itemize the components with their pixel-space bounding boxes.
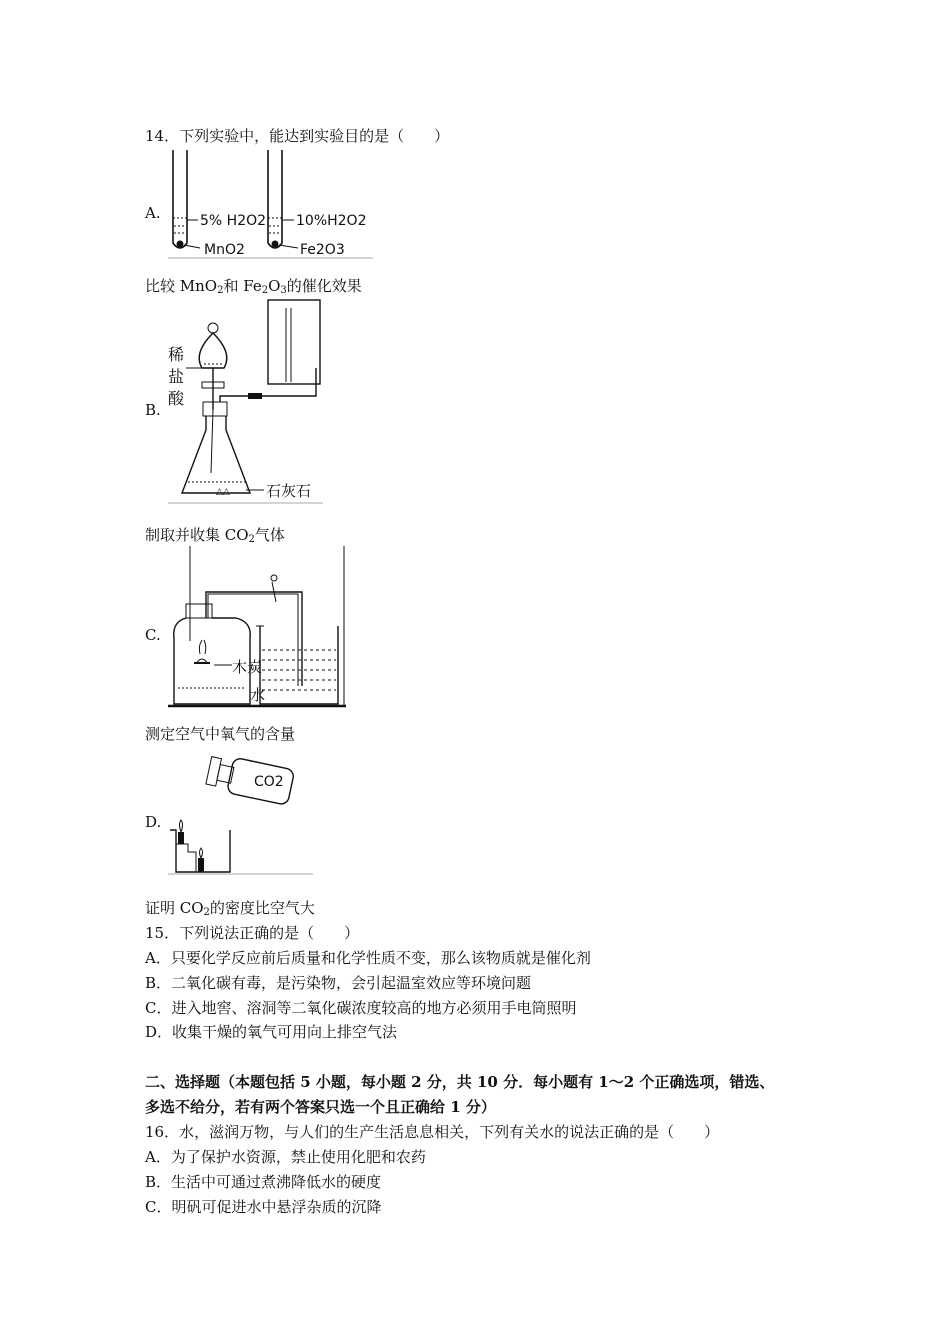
acid-label-1: 稀 — [168, 345, 185, 364]
q14-option-a-letter: A. — [145, 204, 161, 222]
q14-option-b-caption: 制取并收集 $CO_2$气体 — [145, 526, 285, 545]
limestone-label: 石灰石 — [266, 482, 312, 500]
q16-option-a: A．为了保护水资源，禁止使用化肥和农药 — [145, 1148, 426, 1166]
figure-b-co2-apparatus — [168, 298, 328, 506]
tube2-label: 10%H2O2 — [296, 213, 367, 229]
water-label: 水 — [250, 686, 266, 704]
svg-text:△△: △△ — [216, 487, 230, 497]
charcoal-label: 木炭 — [232, 658, 263, 676]
q14-option-a-caption: 比较 MnO$_2$和 $Fe_2O_3$的催化效果 — [145, 277, 362, 296]
figure-d-candle-beaker — [168, 754, 318, 878]
q15-option-a: A．只要化学反应前后质量和化学性质不变，那么该物质就是催化剂 — [145, 949, 591, 967]
q15-option-b: B．二氧化碳有毒，是污染物，会引起温室效应等环境问题 — [145, 974, 532, 992]
q14-option-d-letter: D. — [145, 813, 162, 831]
figure-a-test-tubes — [168, 148, 378, 260]
acid-label-3: 酸 — [168, 389, 185, 408]
q16-option-b: B．生活中可通过煮沸降低水的硬度 — [145, 1173, 382, 1191]
tube2-solid: Fe2O3 — [300, 242, 345, 258]
q14-option-c-letter: C. — [145, 626, 161, 644]
acid-label-2: 盐 — [168, 367, 185, 386]
q16-stem: 16．水，滋润万物，与人们的生产生活息息相关，下列有关水的说法正确的是（ ） — [145, 1123, 720, 1141]
q15-stem: 15．下列说法正确的是（ ） — [145, 924, 360, 942]
figure-c-oxygen-measurement — [168, 546, 348, 710]
q15-option-c: C．进入地窖、溶洞等二氧化碳浓度较高的地方必须用手电筒照明 — [145, 999, 577, 1017]
section2-heading-line1: 二、选择题（本题包括 5 小题，每小题 2 分，共 10 分．每小题有 1～2 个正确选项，错选、 — [145, 1073, 775, 1091]
q15-option-d: D．收集干燥的氧气可用向上排空气法 — [145, 1023, 398, 1041]
section2-heading-line2: 多选不给分，若有两个答案只选一个且正确给 1 分） — [145, 1098, 496, 1116]
q14-option-d-caption: 证明 $CO_2$的密度比空气大 — [145, 899, 315, 918]
q14-stem: 14．下列实验中，能达到实验目的是（ ） — [145, 127, 450, 145]
q14-option-c-caption: 测定空气中氧气的含量 — [145, 725, 296, 743]
q16-option-c: C．明矾可促进水中悬浮杂质的沉降 — [145, 1198, 382, 1216]
tube1-label: 5% H2O2 — [200, 213, 267, 229]
co2-bottle-label: CO2 — [254, 774, 284, 790]
tube1-solid: MnO2 — [204, 242, 245, 258]
q14-option-b-letter: B. — [145, 401, 161, 419]
